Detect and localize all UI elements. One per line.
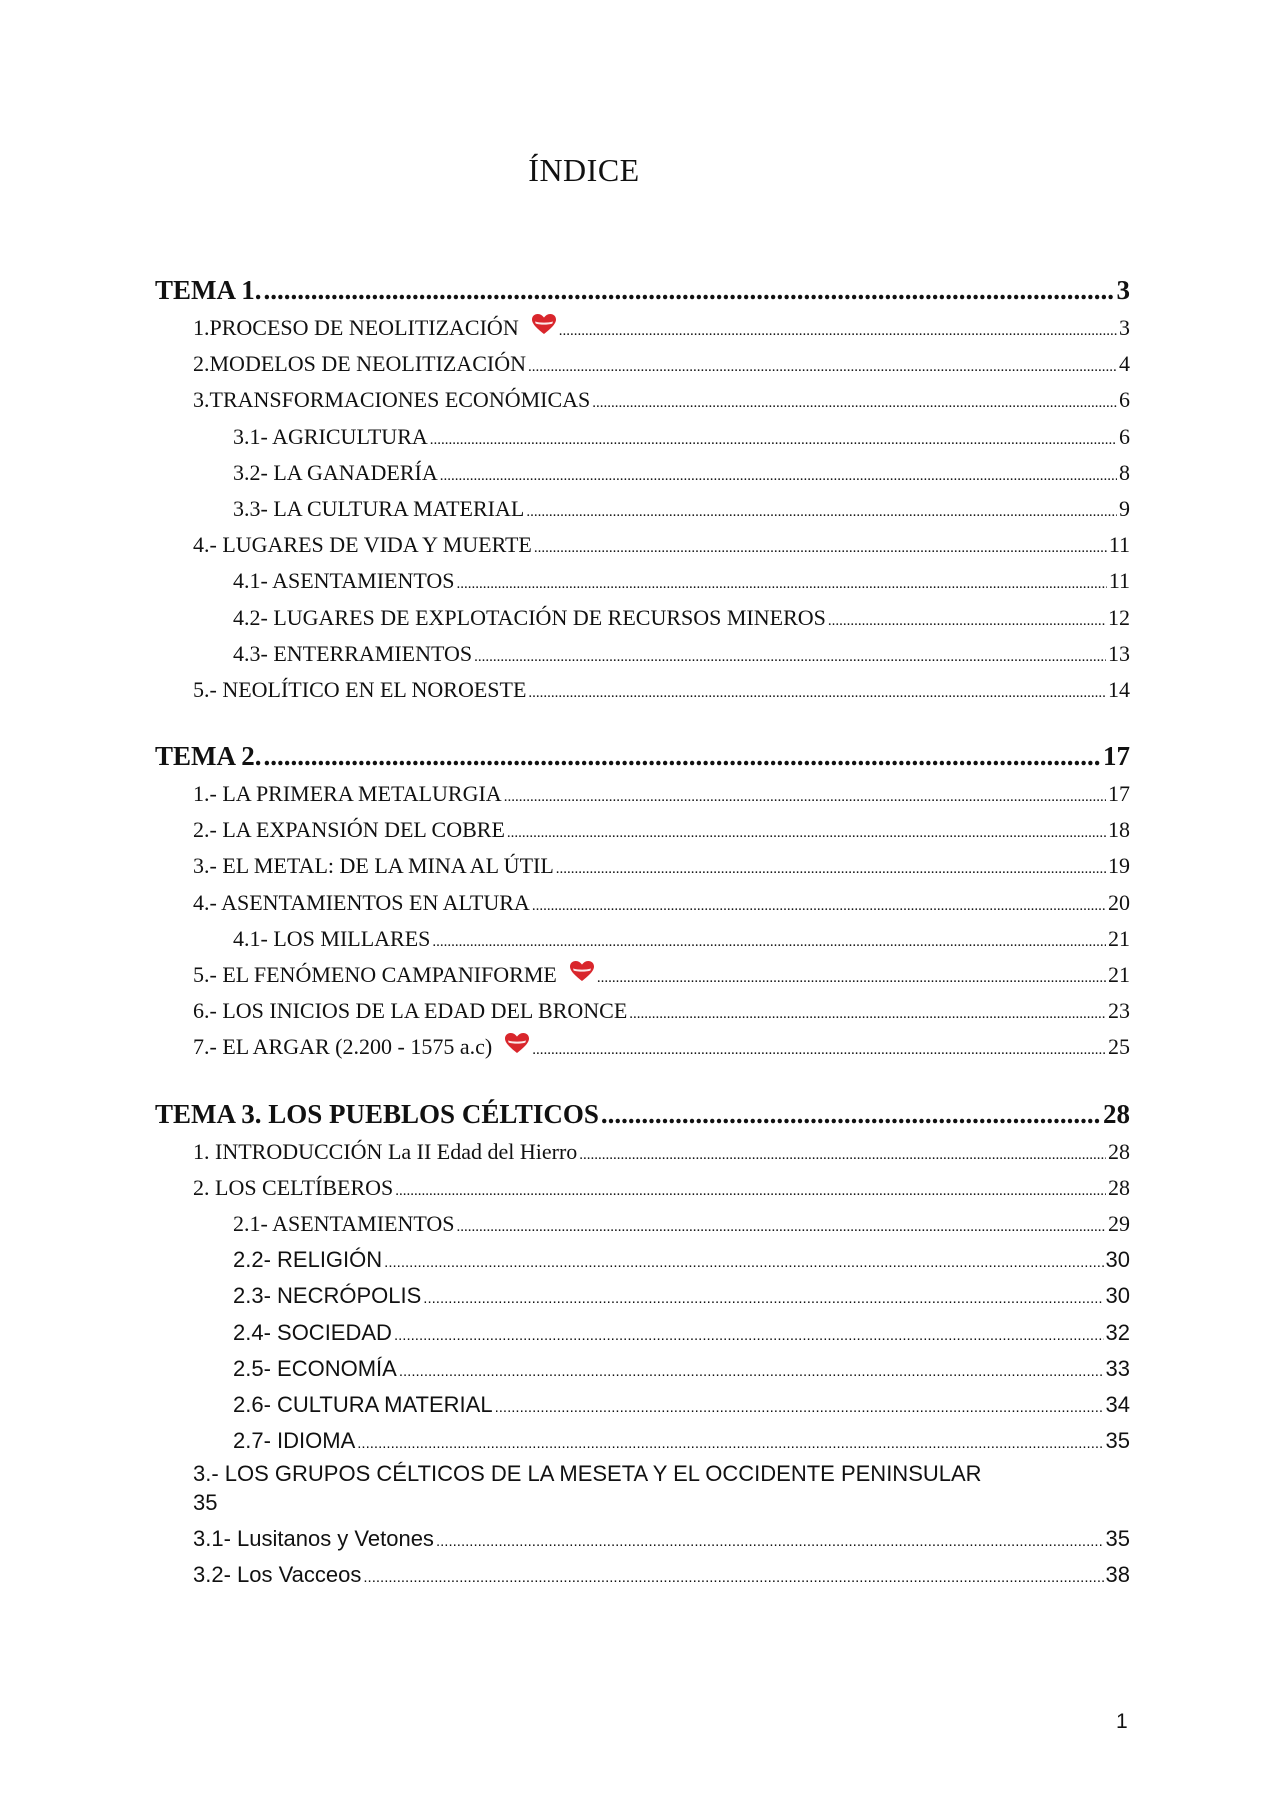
toc-page-number: 35	[1105, 1526, 1130, 1552]
toc-entry-label: 5.- NEOLÍTICO EN EL NOROESTE	[193, 676, 527, 702]
heart-icon	[531, 310, 557, 332]
toc-page-number: 35	[1105, 1428, 1130, 1454]
dot-leader	[556, 851, 1106, 884]
toc-page-number: 3	[1119, 315, 1130, 340]
toc-entry[interactable]	[155, 1242, 1130, 1278]
toc-entry[interactable]	[155, 921, 1130, 957]
heart-icon	[569, 957, 595, 979]
toc-entry-label: 2.- LA EXPANSIÓN DEL COBRE	[193, 817, 505, 843]
toc-entry-label: 4.3- ENTERRAMIENTOS	[233, 640, 473, 666]
toc-entry[interactable]	[155, 1521, 1130, 1557]
dot-leader	[363, 1560, 1103, 1593]
toc-entry[interactable]	[155, 1557, 1130, 1593]
toc-entry[interactable]	[155, 812, 1130, 848]
toc-entry-label: 2.7- IDIOMA	[233, 1428, 356, 1454]
toc-page-number: 6	[1119, 423, 1130, 449]
toc-entry[interactable]	[155, 600, 1130, 636]
toc-page-number: 4	[1119, 351, 1130, 377]
toc-entry-label: 3.- LOS GRUPOS CÉLTICOS DE LA MESETA Y EL OCCIDENTE PENINSULAR	[193, 1461, 982, 1487]
toc-page-number: 13	[1108, 640, 1130, 666]
table-of-contents	[155, 270, 1130, 1622]
toc-page-number: 29	[1108, 1210, 1130, 1236]
dot-leader	[579, 1137, 1106, 1170]
toc-entry[interactable]	[155, 1351, 1130, 1387]
dot-leader	[592, 385, 1117, 418]
toc-page-number: 11	[1108, 568, 1130, 594]
toc-page-number: 23	[1108, 998, 1130, 1024]
toc-entry[interactable]	[155, 310, 1130, 346]
toc-page-number: 17	[1103, 741, 1130, 772]
toc-entry-label: 3.2- Los Vacceos	[193, 1562, 362, 1588]
toc-page-number: 33	[1105, 1355, 1130, 1381]
toc-entry[interactable]	[155, 885, 1130, 921]
toc-entry-label: 4.- ASENTAMIENTOS EN ALTURA	[193, 889, 530, 915]
toc-page-number: 25	[1108, 1034, 1130, 1060]
toc-entry[interactable]	[155, 1170, 1130, 1206]
dot-leader	[504, 779, 1106, 812]
toc-entry[interactable]	[155, 636, 1130, 672]
toc-entry[interactable]	[155, 527, 1130, 563]
page-number: 1	[1116, 1710, 1128, 1733]
toc-page-number: 21	[1108, 962, 1130, 987]
toc-heading[interactable]	[155, 736, 1130, 776]
dot-leader	[264, 736, 1101, 776]
toc-page-number: 8	[1119, 459, 1130, 485]
dot-leader	[828, 603, 1106, 636]
dot-leader	[394, 1318, 1104, 1351]
dot-leader	[399, 1354, 1104, 1387]
toc-entry[interactable]	[155, 382, 1130, 418]
dot-leader	[526, 494, 1117, 527]
toc-entry[interactable]	[155, 419, 1130, 455]
dot-leader	[440, 458, 1117, 491]
toc-entry[interactable]	[155, 1315, 1130, 1351]
toc-entry[interactable]	[155, 1134, 1130, 1170]
toc-entry-label: 4.2- LUGARES DE EXPLOTACIÓN DE RECURSOS MINEROS	[233, 604, 826, 630]
toc-entry[interactable]	[155, 776, 1130, 812]
toc-entry-label: 2.2- RELIGIÓN	[233, 1247, 383, 1273]
toc-page-number: 38	[1105, 1562, 1130, 1588]
dot-leader	[528, 349, 1117, 382]
toc-entry[interactable]	[155, 491, 1130, 527]
toc-entry-label: 2.4- SOCIEDAD	[233, 1319, 392, 1345]
dot-leader	[384, 1245, 1103, 1278]
dot-leader	[474, 639, 1106, 672]
toc-entry-label: 4.1- ASENTAMIENTOS	[233, 568, 455, 594]
dot-leader	[532, 888, 1106, 921]
toc-page-number: 3	[1116, 275, 1130, 305]
toc-entry-label: 2. LOS CELTÍBEROS	[193, 1174, 394, 1200]
toc-entry[interactable]	[155, 672, 1130, 708]
page-title: ÍNDICE	[528, 152, 640, 188]
toc-page-number: 34	[1105, 1391, 1130, 1417]
toc-page-number: 28	[1103, 1098, 1130, 1129]
dot-leader	[457, 566, 1107, 599]
toc-page-number: 14	[1108, 676, 1130, 702]
toc-entry[interactable]	[155, 1278, 1130, 1314]
toc-entry-label: 2.5- ECONOMÍA	[233, 1355, 397, 1381]
toc-page-number: 9	[1119, 495, 1130, 521]
dot-leader	[601, 1094, 1101, 1134]
toc-entry-label: TEMA 2.	[155, 741, 262, 772]
toc-entry-label: 6.- LOS INICIOS DE LA EDAD DEL BRONCE	[193, 998, 628, 1024]
toc-entry-label: 3.1- Lusitanos y Vetones	[193, 1526, 434, 1552]
toc-page-number: 11	[1108, 532, 1130, 558]
toc-section	[155, 270, 1130, 708]
dot-leader	[436, 1524, 1104, 1557]
dot-leader	[534, 530, 1107, 563]
toc-entry-label: 3.3- LA CULTURA MATERIAL	[233, 495, 525, 521]
dot-leader	[457, 1209, 1106, 1242]
toc-heading[interactable]	[155, 270, 1130, 310]
toc-page-number: 6	[1119, 387, 1130, 413]
toc-page-number: 28	[1108, 1174, 1130, 1200]
toc-page-number: 21	[1108, 925, 1130, 951]
toc-entry-label: TEMA 3. LOS PUEBLOS CÉLTICOS	[155, 1098, 599, 1129]
toc-entry[interactable]	[155, 1387, 1130, 1423]
toc-entry[interactable]	[155, 1029, 1130, 1065]
toc-section	[155, 736, 1130, 1066]
toc-entry-label: 1.PROCESO DE NEOLITIZACIÓN	[193, 315, 519, 340]
dot-leader	[559, 313, 1117, 346]
toc-entry-label: 5.- EL FENÓMENO CAMPANIFORME	[193, 962, 557, 987]
heart-icon	[504, 1029, 530, 1051]
dot-leader	[507, 815, 1106, 848]
toc-entry[interactable]	[155, 1206, 1130, 1242]
toc-entry[interactable]	[155, 848, 1130, 884]
toc-entry-label: 1. INTRODUCCIÓN La II Edad del Hierro	[193, 1138, 578, 1164]
toc-entry[interactable]	[155, 1459, 1130, 1517]
toc-entry-label: 4.1- LOS MILLARES	[233, 925, 431, 951]
toc-entry[interactable]	[155, 1423, 1130, 1459]
dot-leader	[430, 422, 1117, 455]
toc-page-number: 19	[1108, 853, 1130, 879]
dot-leader	[423, 1281, 1103, 1314]
dot-leader	[395, 1173, 1106, 1206]
toc-page-number: 28	[1108, 1138, 1130, 1164]
toc-entry-label: 4.- LUGARES DE VIDA Y MUERTE	[193, 532, 532, 558]
dot-leader	[264, 270, 1115, 310]
toc-entry-label: TEMA 1.	[155, 275, 262, 305]
dot-leader	[432, 924, 1106, 957]
dot-leader	[532, 1032, 1106, 1065]
toc-entry[interactable]	[155, 455, 1130, 491]
dot-leader	[597, 960, 1106, 993]
toc-entry-label: 2.MODELOS DE NEOLITIZACIÓN	[193, 351, 527, 377]
toc-page-number: 32	[1105, 1319, 1130, 1345]
toc-heading[interactable]	[155, 1094, 1130, 1134]
toc-page-number: 30	[1105, 1247, 1130, 1273]
toc-page-number: 18	[1108, 817, 1130, 843]
toc-section	[155, 1094, 1130, 1594]
dot-leader	[357, 1426, 1103, 1459]
toc-entry[interactable]	[155, 993, 1130, 1029]
dot-leader	[629, 996, 1106, 1029]
toc-entry-label: 2.1- ASENTAMIENTOS	[233, 1210, 455, 1236]
toc-entry-label: 3.1- AGRICULTURA	[233, 423, 428, 449]
toc-entry[interactable]	[155, 346, 1130, 382]
dot-leader	[528, 675, 1106, 708]
dot-leader	[495, 1390, 1104, 1423]
toc-entry-label: 1.- LA PRIMERA METALURGIA	[193, 781, 502, 807]
toc-entry-label: 3.TRANSFORMACIONES ECONÓMICAS	[193, 387, 591, 413]
toc-entry[interactable]	[155, 563, 1130, 599]
toc-entry-label: 2.6- CULTURA MATERIAL	[233, 1391, 493, 1417]
toc-entry[interactable]	[155, 957, 1130, 993]
toc-page-number: 20	[1108, 889, 1130, 915]
toc-entry-label: 3.- EL METAL: DE LA MINA AL ÚTIL	[193, 853, 554, 879]
toc-page-number: 30	[1105, 1283, 1130, 1309]
toc-page-number: 17	[1108, 781, 1130, 807]
toc-entry-label: 2.3- NECRÓPOLIS	[233, 1283, 422, 1309]
toc-page-number: 35	[193, 1490, 218, 1516]
toc-entry-label: 7.- EL ARGAR (2.200 - 1575 a.c)	[193, 1034, 493, 1060]
toc-page-number: 12	[1108, 604, 1130, 630]
toc-entry-label: 3.2- LA GANADERÍA	[233, 459, 438, 485]
